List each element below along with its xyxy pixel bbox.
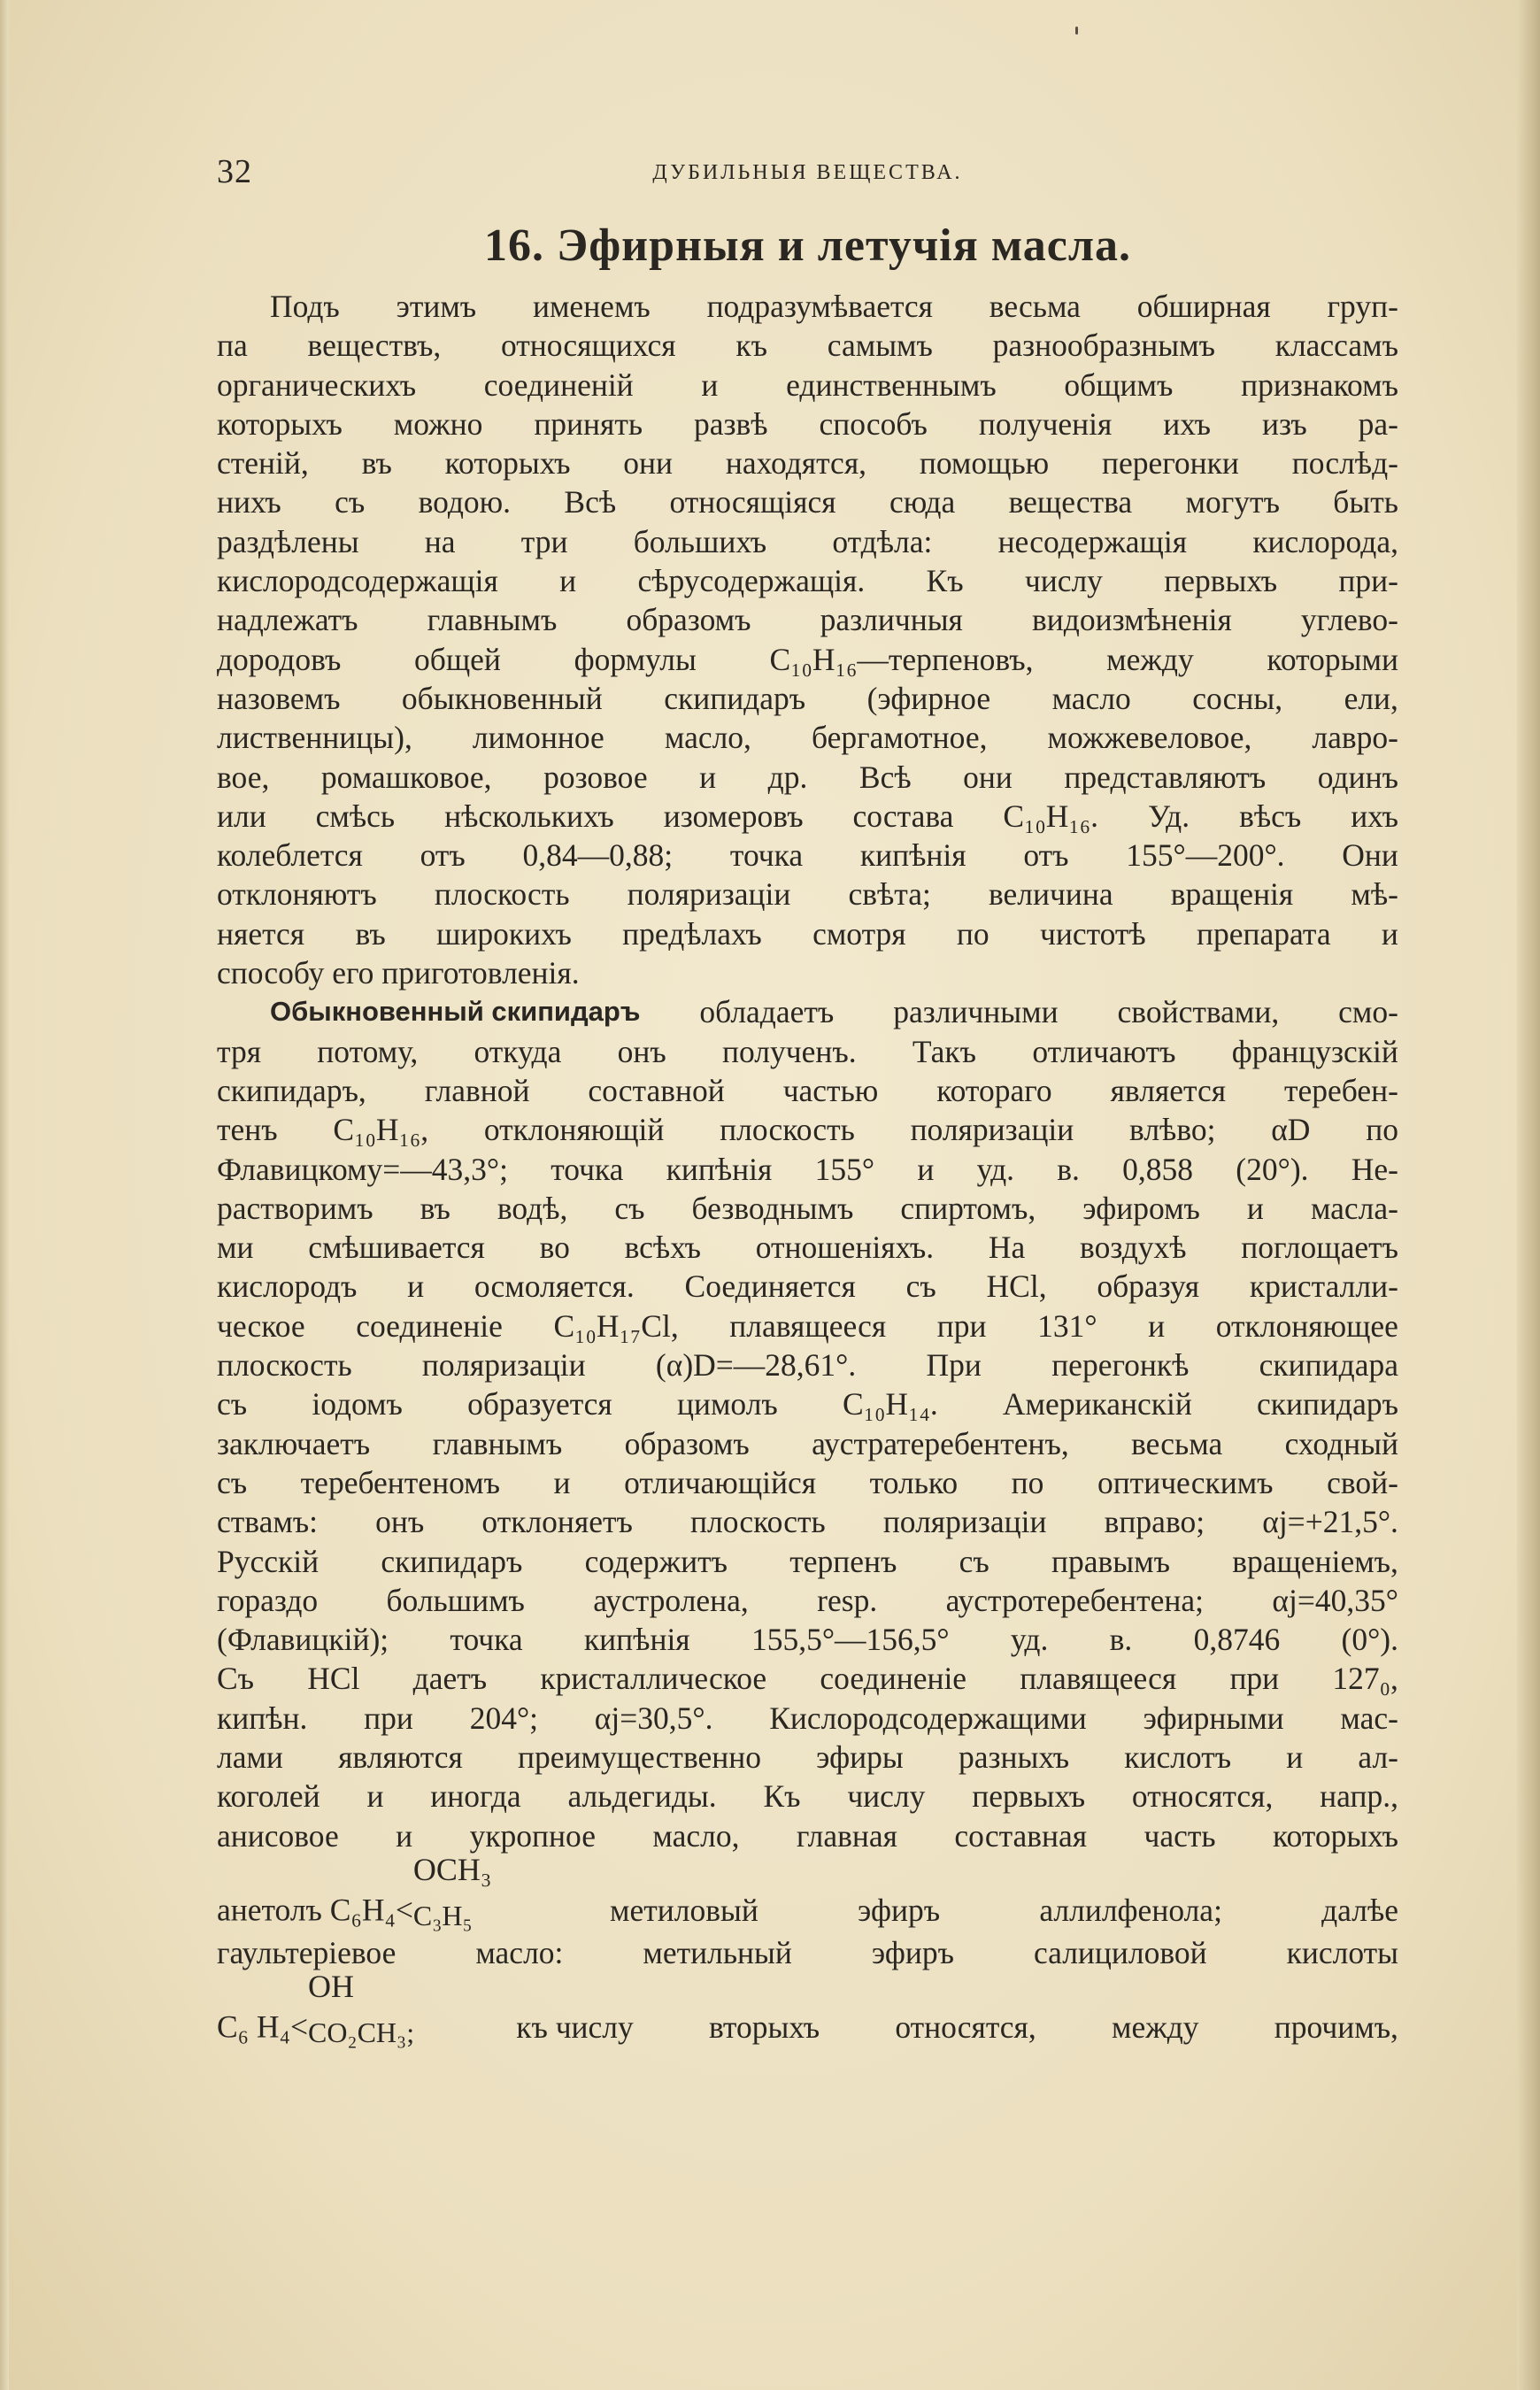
text-line: гораздо большимъ аустролена, resp. аустротеребентена; αj=40,35° <box>217 1582 1398 1618</box>
text-line: Съ HCl даетъ кристаллическое соединеніе плавящееся при 127₀, <box>217 1661 1398 1697</box>
text-line: дородовъ общей формулы C₁₀H₁₆—терпеновъ, между которыми <box>217 641 1398 677</box>
running-head: ДУБИЛЬНЫЯ ВЕЩЕСТВА. <box>652 161 963 184</box>
text-line: растворимъ въ водѣ, съ безводнымъ спиртомъ, эфиромъ и масла- <box>217 1190 1398 1226</box>
text-line: съ іодомъ образуется цимолъ C₁₀H₁₄. Американскій скипидаръ <box>217 1386 1398 1422</box>
formula-lower-group: CO₂CH₃; <box>307 2016 415 2049</box>
text-line: Обыкновенный скипидаръ обладаетъ различными свойствами, смо- <box>217 992 1398 1031</box>
text-line: па веществъ, относящихся къ самымъ разнообразнымъ классамъ <box>217 328 1398 364</box>
formula-upper-group: OH <box>307 1969 354 2005</box>
text-line: кислородъ и осмоляется. Соединяется съ HCl, образуя кристалли- <box>217 1268 1398 1305</box>
text-line: нихъ съ водою. Всѣ относящіяся сюда вещества могутъ быть <box>217 484 1398 520</box>
text-line: коголей и иногда альдегиды. Къ числу первыхъ относятся, напр., <box>217 1778 1398 1815</box>
formula-anethole-line: анетолъ C₆H₄< OCH₃ C₃H₅ метиловый эфиръ аллилфенола; далѣе <box>217 1855 1398 1933</box>
formula-left: анетолъ C₆H₄< OCH₃ C₃H₅ <box>217 1889 511 1933</box>
text-line: вое, ромашковое, розовое и др. Всѣ они представляютъ одинъ <box>217 759 1398 795</box>
text-line: отклоняютъ плоскость поляризаціи свѣта; величина вращенія мѣ- <box>217 876 1398 913</box>
text-line: раздѣлены на три большихъ отдѣла: несодержащія кислорода, <box>217 523 1398 559</box>
formula-upper-group: OCH₃ <box>412 1852 492 1888</box>
text-line: назовемъ обыкновенный скипидаръ (эфирное масло сосны, ели, <box>217 680 1398 716</box>
page-number: 32 <box>217 153 252 190</box>
text-line: лиственницы), лимонное масло, бергамотное, можжевеловое, лавро- <box>217 720 1398 756</box>
page-header <box>217 152 1398 197</box>
text-line: органическихъ соединеній и единственнымъ общимъ признакомъ <box>217 366 1398 403</box>
text-line: заключаетъ главнымъ образомъ аустратеребентенъ, весьма сходный <box>217 1425 1398 1461</box>
text-line: Подъ этимъ именемъ подразумѣвается весьма обширная груп- <box>270 289 1398 324</box>
text-line: скипидаръ, главной составной частью котораго является теребен- <box>217 1072 1398 1108</box>
paragraph-1 <box>217 287 1398 992</box>
formula-left: C₆ H₄< OH CO₂CH₃; <box>217 2006 441 2050</box>
text-line: ческое соединеніе C₁₀H₁₇Cl, плавящееся при 131° и отклоняющее <box>217 1307 1398 1344</box>
page-right-edge <box>1517 0 1540 2390</box>
text-line: няется въ широкихъ предѣлахъ смотря по чистотѣ препарата и <box>217 915 1398 952</box>
text-line: гаультеріевое масло: метильный эфиръ салициловой кислоты <box>217 1934 1398 1970</box>
text-line: тенъ C₁₀H₁₆, отклоняющій плоскость поляризаціи влѣво; αD по <box>217 1112 1398 1148</box>
formula-lower-group: C₃H₅ <box>412 1900 473 1932</box>
formula-methyl-salicylate-line: C₆ H₄< OH CO₂CH₃; къ числу вторыхъ относятся, между прочимъ, <box>217 1972 1398 2050</box>
text-line: съ теребентеномъ и отличающійся только по оптическимъ свой- <box>217 1464 1398 1500</box>
ink-speck <box>1075 27 1078 35</box>
text-line: кислородсодержащія и сѣрусодержащія. Къ числу первыхъ при- <box>217 563 1398 599</box>
text-line: Флавицкому=—43,3°; точка кипѣнія 155° и уд. в. 0,858 (20°). Не- <box>217 1151 1398 1187</box>
lead-term: Обыкновенный скипидаръ <box>270 996 641 1028</box>
text-line: или смѣсь нѣсколькихъ изомеровъ состава C₁₀H₁₆. Уд. вѣсъ ихъ <box>217 798 1398 834</box>
section-title: 16. Эфирныя и летучія масла. <box>483 220 1132 271</box>
text-line: лами являются преимущественно эфиры разныхъ кислотъ и ал- <box>217 1739 1398 1775</box>
wintergreen-line <box>217 1933 1398 1972</box>
paragraph-2 <box>217 992 1398 1855</box>
text-line: способу его приготовленія. <box>217 955 580 991</box>
text-line: тря потому, откуда онъ полученъ. Такъ отличаютъ французскій <box>217 1033 1398 1069</box>
text-line: Русскій скипидаръ содержитъ терпенъ съ правымъ вращеніемъ, <box>217 1543 1398 1579</box>
text-line: анисовое и укропное масло, главная составная часть которыхъ <box>217 1817 1398 1854</box>
body-text <box>217 287 1398 2050</box>
page-left-edge <box>0 0 9 2390</box>
text-line: стеній, въ которыхъ они находятся, помощью перегонки послѣд- <box>217 445 1398 482</box>
text-line: (Флавицкій); точка кипѣнія 155,5°—156,5° уд. в. 0,8746 (0°). <box>217 1622 1398 1658</box>
text-line: которыхъ можно принять развѣ способъ полученія ихъ изъ ра- <box>217 405 1398 442</box>
text-line: ми смѣшивается во всѣхъ отношеніяхъ. На воздухѣ поглощаетъ <box>217 1230 1398 1266</box>
text-line: надлежатъ главнымъ образомъ различныя видоизмѣненія углево- <box>217 602 1398 638</box>
text-line: ствамъ: онъ отклоняетъ плоскость поляризаціи вправо; αj=+21,5°. <box>217 1504 1398 1540</box>
text-line: колеблется отъ 0,84—0,88; точка кипѣнія отъ 155°—200°. Они <box>217 837 1398 874</box>
text-line: кипѣн. при 204°; αj=30,5°. Кислородсодержащими эфирными мас- <box>217 1700 1398 1736</box>
text-line: плоскость поляризаціи (α)D=—28,61°. При перегонкѣ скипидара <box>217 1347 1398 1384</box>
